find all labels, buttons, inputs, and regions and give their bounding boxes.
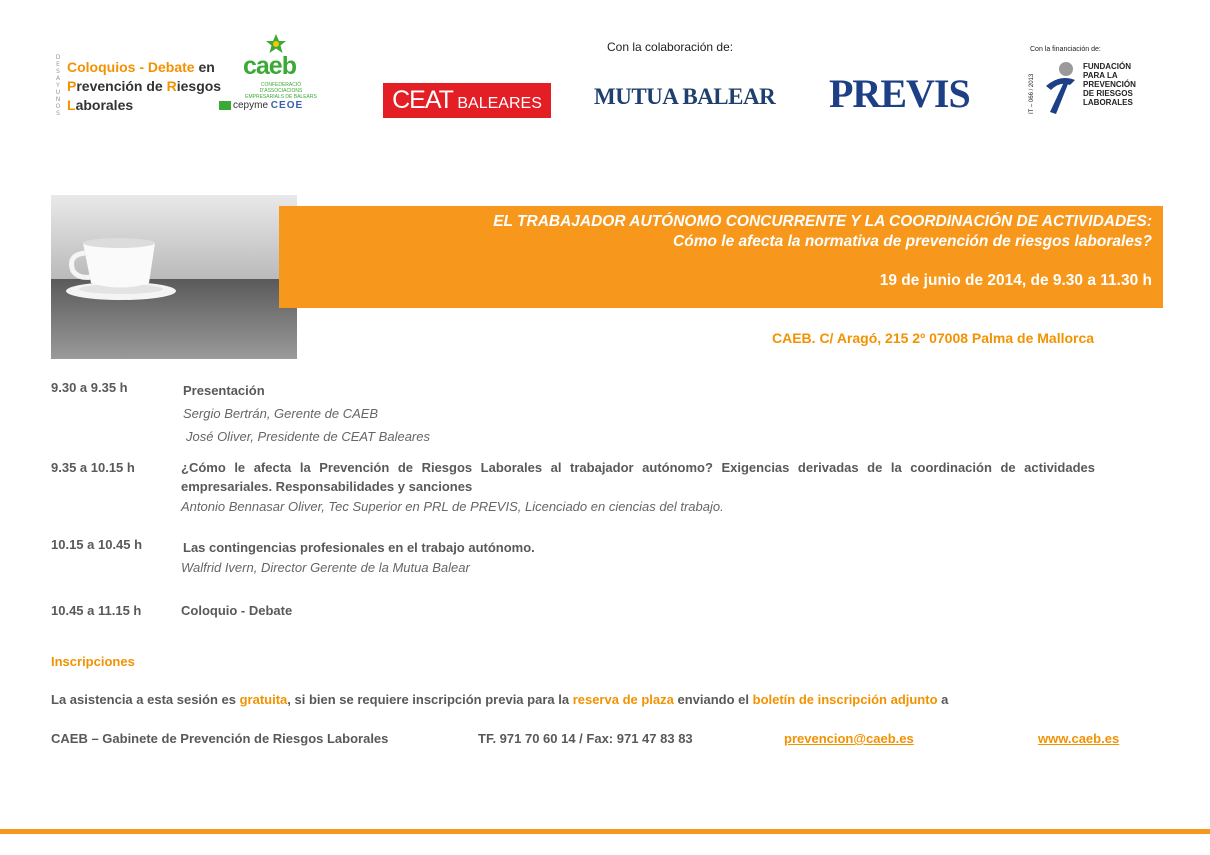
desayunos-letter: S [56,110,60,117]
desayunos-letter: A [55,75,61,82]
desayunos-letter: U [55,89,61,96]
event-banner [279,206,1163,308]
desayunos-letter: N [55,96,61,103]
fundacion-name-line: PREVENCIÓN [1083,80,1136,89]
logo-line2-initial-p: P [67,78,77,94]
desayunos-letter: Y [56,82,60,89]
fundacion-name-line: LABORALES [1083,98,1133,107]
financing-label: Con la financiación de: [1030,46,1101,53]
agenda-time: 9.35 a 10.15 h [51,460,135,475]
logo-line3-initial-l: L [67,97,76,113]
mutua-balear-logo: MUTUA BALEAR [594,84,776,109]
cepyme-mark-icon [219,101,231,110]
agenda-time: 9.30 a 9.35 h [51,380,128,395]
event-title: EL TRABAJADOR AUTÓNOMO CONCURRENTE Y LA COORDINACIÓN DE ACTIVIDADES: [493,213,1152,230]
fundacion-name-line: DE RIESGOS [1083,89,1133,98]
ceat-small-text: BALEARES [452,95,542,112]
registration-text-part: a [937,692,949,707]
fundacion-code-label: IT – 066 / 2013 [1029,73,1035,114]
fundacion-figure-icon [1042,60,1078,116]
highlight-reserve: reserva de plaza [572,692,674,707]
registration-text-part: , si bien se requiere inscripción previa para la [287,692,573,707]
ceat-main-text: CEAT [392,86,453,114]
desayunos-letter: S [56,68,60,75]
cepyme-text: cepyme [233,100,269,111]
previs-logo: PREVIS [829,71,970,116]
desayunos-letter: E [56,61,60,68]
agenda-time: 10.15 a 10.45 h [51,537,143,552]
organization-name: CAEB – Gabinete de Prevención de Riesgos Laborales [51,731,389,746]
website-link[interactable]: www.caeb.es [1038,731,1120,746]
registration-heading: Inscripciones [51,654,135,669]
cepyme-ceoe-logo [219,100,303,111]
fundacion-name-line: FUNDACIÓN [1083,62,1131,71]
highlight-form: boletín de inscripción adjunto [752,692,938,707]
logo-line2-initial-r: R [166,78,177,94]
highlight-free: gratuita [239,692,288,707]
desayunos-vertical-text [54,54,62,117]
caeb-star-icon [265,34,287,54]
logo-line1-accent: Coloquios - Debate [67,59,195,75]
logo-line3-text: aborales [75,97,134,113]
logo-line2-text-b: iesgos [176,78,222,94]
registration-text-part: La asistencia a esta sesión es [51,692,240,707]
agenda-speaker: Antonio Bennasar Oliver, Tec Superior en PRL de PREVIS, Licenciado en ciencias del trabajo. [181,499,724,514]
agenda-speaker: José Oliver, Presidente de CEAT Baleares [186,429,430,444]
event-date: 19 de junio de 2014, de 9.30 a 11.30 h [879,272,1152,289]
event-subtitle: Cómo le afecta la normativa de prevención de riesgos laborales? [673,233,1152,250]
desayunos-letter: O [55,103,61,110]
caeb-logo-word: caeb [243,52,296,80]
agenda-time: 10.45 a 11.15 h [51,603,142,618]
ceat-baleares-logo [383,83,551,118]
bottom-divider [0,829,1210,834]
logo-line1-rest: en [194,59,215,75]
agenda-title: Las contingencias profesionales en el trabajo autónomo. [183,540,535,555]
logo-line2-text-a: revención de [76,78,167,94]
coffee-cup-photo [51,195,297,359]
agenda-speaker: Walfrid Ivern, Director Gerente de la Mutua Balear [181,560,470,575]
fundacion-code-text [1026,60,1036,116]
agenda-title: Coloquio - Debate [181,603,293,618]
caeb-logo-subtitle: CONFEDERACIÓ D'ASSOCIACIONS EMPRESARIALS DE BALEARS [245,82,317,100]
agenda-title: Presentación [183,383,265,398]
event-address: CAEB. C/ Aragó, 215 2º 07008 Palma de Mallorca [772,330,1095,346]
agenda-speaker: Sergio Bertrán, Gerente de CAEB [183,406,379,421]
registration-text-part: enviando el [673,692,753,707]
registration-text [51,692,948,707]
desayunos-letter: D [55,54,61,61]
email-link[interactable]: prevencion@caeb.es [784,731,914,746]
agenda-title-continued: empresariales. Responsabilidades y sanciones [181,479,473,494]
agenda-title: ¿Cómo le afecta la Prevención de Riesgos Laborales al trabajador autónomo? Exigencias derivadas de la coordinación de actividades [181,460,1095,475]
ceoe-text: CEOE [270,100,304,111]
fundacion-name-line: PARA LA [1083,71,1118,80]
collaboration-label: Con la colaboración de: [607,40,734,54]
coloquios-debate-logo [67,58,221,115]
phone-fax: TF. 971 70 60 14 / Fax: 971 47 83 83 [478,731,693,746]
fundacion-name [1083,62,1136,107]
